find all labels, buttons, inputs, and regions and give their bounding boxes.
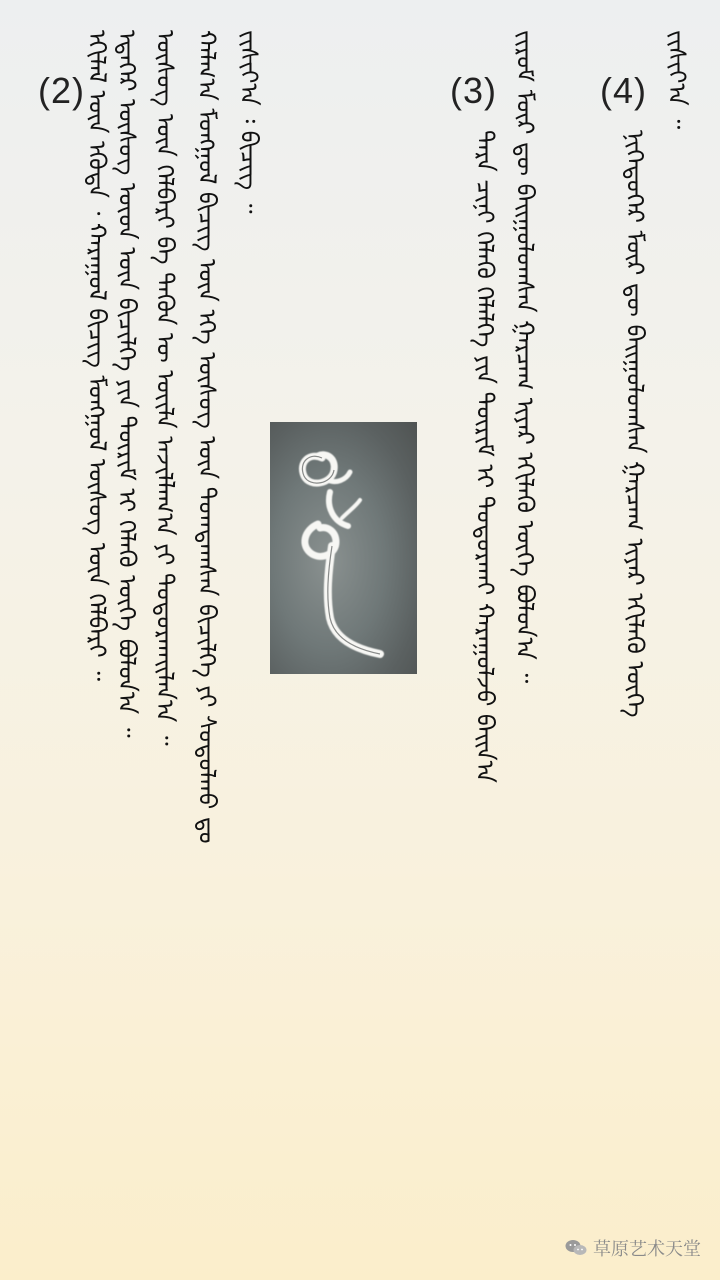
section-number-4: (4) (600, 70, 647, 111)
text-column-3b: ᠵᠢᠷᠤᠮ ᠮᠥᠷ ᠳᠦ ᠪᠠᠢᠭᠤᠯᠤᠭ᠍ᠰᠠᠨ ᠭᠠᠷᠴᠠᠭ ᠢᠶᠡᠷ ᠡᠬᠢᠯᠡᠬᠦ ᠦᠭᠡ ᠪᠣᠯᠤᠨ᠎ᠠ ᠃ (511, 30, 539, 684)
text-column-2c: ᠦᠰᠦᠭ ᠦᠨ ᠬᠡᠯᠪᠡᠷᠢ ᠪᠠ ᠲᠡᠭᠦᠨ ᠦ ᠦᠢᠯᠡ ᠠᠵᠢᠯᠯᠠᠭ᠎ᠠ ᠶᠢ ᠲᠣᠳᠤᠷᠬᠠᠢᠯᠠᠨ᠎ᠠ ᠃ (151, 30, 179, 746)
text-column-2e: ᠵᠢᠱᠢᠶ᠎ᠠ ᠄ ᠪᠢᠴᠢᠭ ᠃ (235, 30, 263, 214)
watermark (565, 1235, 701, 1261)
section-number-2: (2) (38, 70, 85, 111)
text-column-3a: ᠲᠡᠷᠡ ᠴᠢᠨᠢ ᠬᠡᠯᠡᠬᠦ ᠬᠡᠯᠡᠯᠭᠡ ᠶᠢᠨ ᠳᠦᠷᠢᠮ ᠢ ᠲᠣᠳᠤᠷᠬᠠᠢ ᠬᠠᠷᠠᠭᠤᠯᠵᠤ ᠪᠠᠢᠨ᠎ᠠ (471, 130, 499, 783)
wechat-icon (565, 1239, 587, 1257)
text-column-4b: ᠵᠢᠱᠢᠶ᠎ᠠ ᠃ (663, 30, 691, 130)
text-column-2d: ᠬᠠᠯᠬ᠎ᠠ ᠮᠣᠩᠭᠣᠯ ᠪᠢᠴᠢᠭ ᠦᠨ ᠡᠬᠡ ᠦᠰᠦᠭ ᠦᠨ ᠲᠣᠭᠲᠠᠭᠰᠠᠨ ᠪᠢᠴᠢᠯᠭᠡ ᠶᠢ ᠰᠤᠳᠤᠯᠬᠤ ᠳᠤ (193, 30, 221, 844)
calligraphy-glyph-image (270, 422, 417, 674)
mongolian-calligraphy-glyph-icon (270, 422, 417, 674)
text-column-2a: ᠡᠬᠢᠯᠡᠯ ᠦᠨ ᠡᠭᠦᠳᠡ ᠂ ᠬᠠᠷᠠᠭᠤᠯ ᠪᠢᠴᠢᠭ ᠮᠣᠩᠭᠣᠯ ᠦᠰᠦᠭ ᠦᠨ ᠬᠡᠯᠪᠡᠷᠢ ᠃ (83, 30, 111, 682)
text-column-4a: ᠨᠢᠭᠡᠳᠦᠭᠡᠷ ᠮᠥᠷ ᠳᠦ ᠪᠠᠢᠭᠤᠯᠤᠭ᠍ᠰᠠᠨ ᠭᠠᠷᠴᠠᠭ ᠢᠶᠡᠷ ᠡᠬᠢᠯᠡᠬᠦ ᠦᠭᠡ (621, 130, 649, 718)
text-column-2b: ᠡᠳᠡᠭᠡᠷ ᠦᠰᠦᠭ ᠦᠳ ᠦᠨ ᠪᠢᠴᠢᠯᠭᠡ ᠶᠢᠨ ᠳᠦᠷᠢᠮ ᠢ ᠬᠡᠯᠡᠬᠦ ᠦᠭᠡ ᠪᠣᠯᠤᠨ᠎ᠠ ᠃ (113, 30, 141, 738)
section-number-3: (3) (450, 70, 497, 111)
watermark-text: 草原艺术天堂 (593, 1239, 701, 1260)
